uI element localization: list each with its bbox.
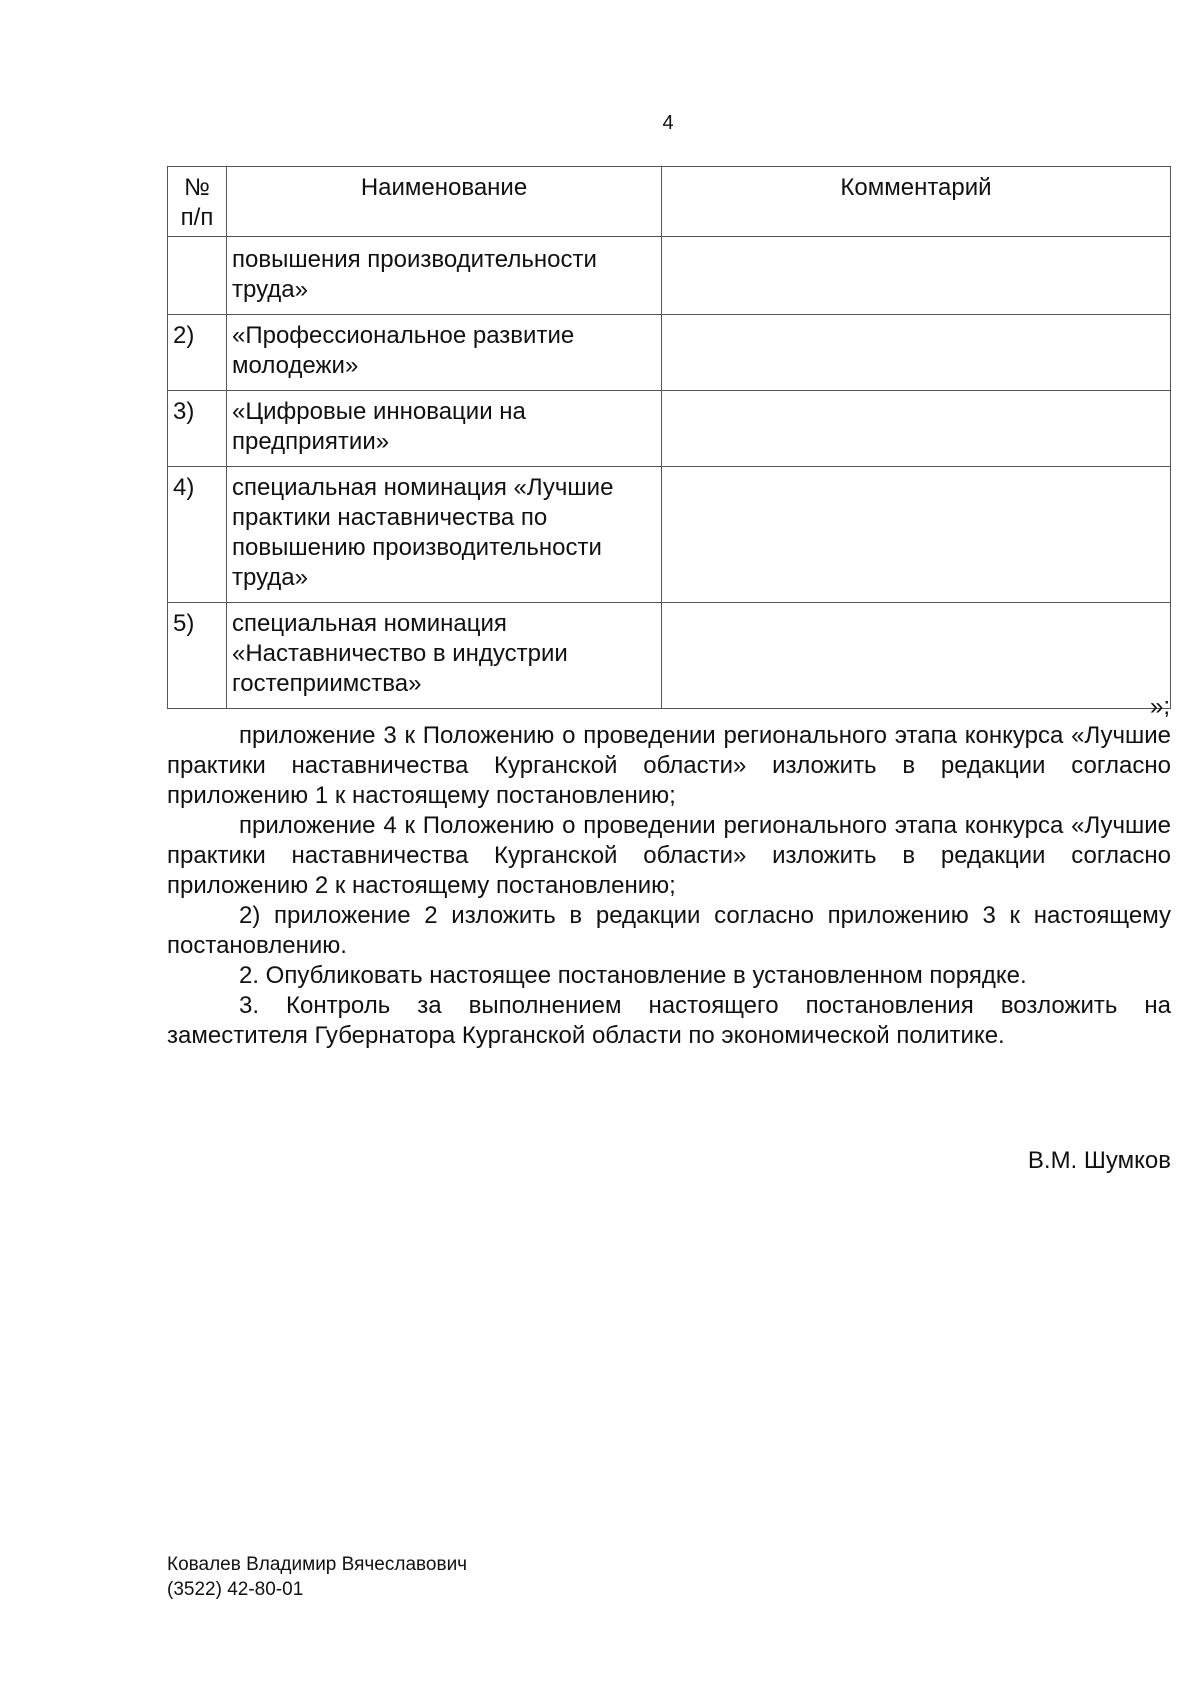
header-name: Наименование xyxy=(227,167,662,237)
quote-end: »; xyxy=(1149,693,1170,720)
header-comment: Комментарий xyxy=(662,167,1171,237)
executor-name: Ковалев Владимир Вячеславович xyxy=(167,1554,468,1575)
table-row xyxy=(168,391,1171,467)
row-name: специальная номинация «Наставничество в индустрии гостеприимства» xyxy=(227,603,662,709)
row-comment xyxy=(662,237,1171,315)
table-row xyxy=(168,315,1171,391)
row-name: специальная номинация «Лучшие практики наставничества по повышению производительности труда» xyxy=(227,467,662,603)
header-number: № п/п xyxy=(168,167,227,237)
row-number: 4) xyxy=(168,467,227,603)
paragraph: 3. Контроль за выполнением настоящего постановления возложить на заместителя Губернатора Курганской области по экономической политике. xyxy=(167,992,1171,1049)
paragraph: 2. Опубликовать настоящее постановление в установленном порядке. xyxy=(239,962,1027,989)
paragraph: приложение 4 к Положению о проведении регионального этапа конкурса «Лучшие практики наставничества Курганской области» изложить в редакции согласно приложению 2 к настоящему постановлению; xyxy=(167,812,1171,899)
row-name: «Профессиональное развитие молодежи» xyxy=(227,315,662,391)
row-comment xyxy=(662,315,1171,391)
row-comment xyxy=(662,467,1171,603)
table-row xyxy=(168,237,1171,315)
row-number: 3) xyxy=(168,391,227,467)
table-row xyxy=(168,603,1171,709)
executor-block xyxy=(167,1552,467,1602)
executor-phone: (3522) 42-80-01 xyxy=(167,1579,304,1600)
paragraph: 2) приложение 2 изложить в редакции согласно приложению 3 к настоящему постановлению. xyxy=(167,902,1171,959)
body-text xyxy=(167,721,1171,1051)
row-comment xyxy=(662,391,1171,467)
row-name: «Цифровые инновации на предприятии» xyxy=(227,391,662,467)
row-number xyxy=(168,237,227,315)
table-header-row xyxy=(168,167,1171,237)
nominations-table xyxy=(167,166,1171,709)
row-number: 5) xyxy=(168,603,227,709)
paragraph: приложение 3 к Положению о проведении регионального этапа конкурса «Лучшие практики наставничества Курганской области» изложить в редакции согласно приложению 1 к настоящему постановлению; xyxy=(167,722,1171,809)
row-comment xyxy=(662,603,1171,709)
page-number: 4 xyxy=(662,112,674,134)
table-row xyxy=(168,467,1171,603)
row-name: повышения производительности труда» xyxy=(227,237,662,315)
signature: В.М. Шумков xyxy=(1027,1147,1171,1174)
row-number: 2) xyxy=(168,315,227,391)
